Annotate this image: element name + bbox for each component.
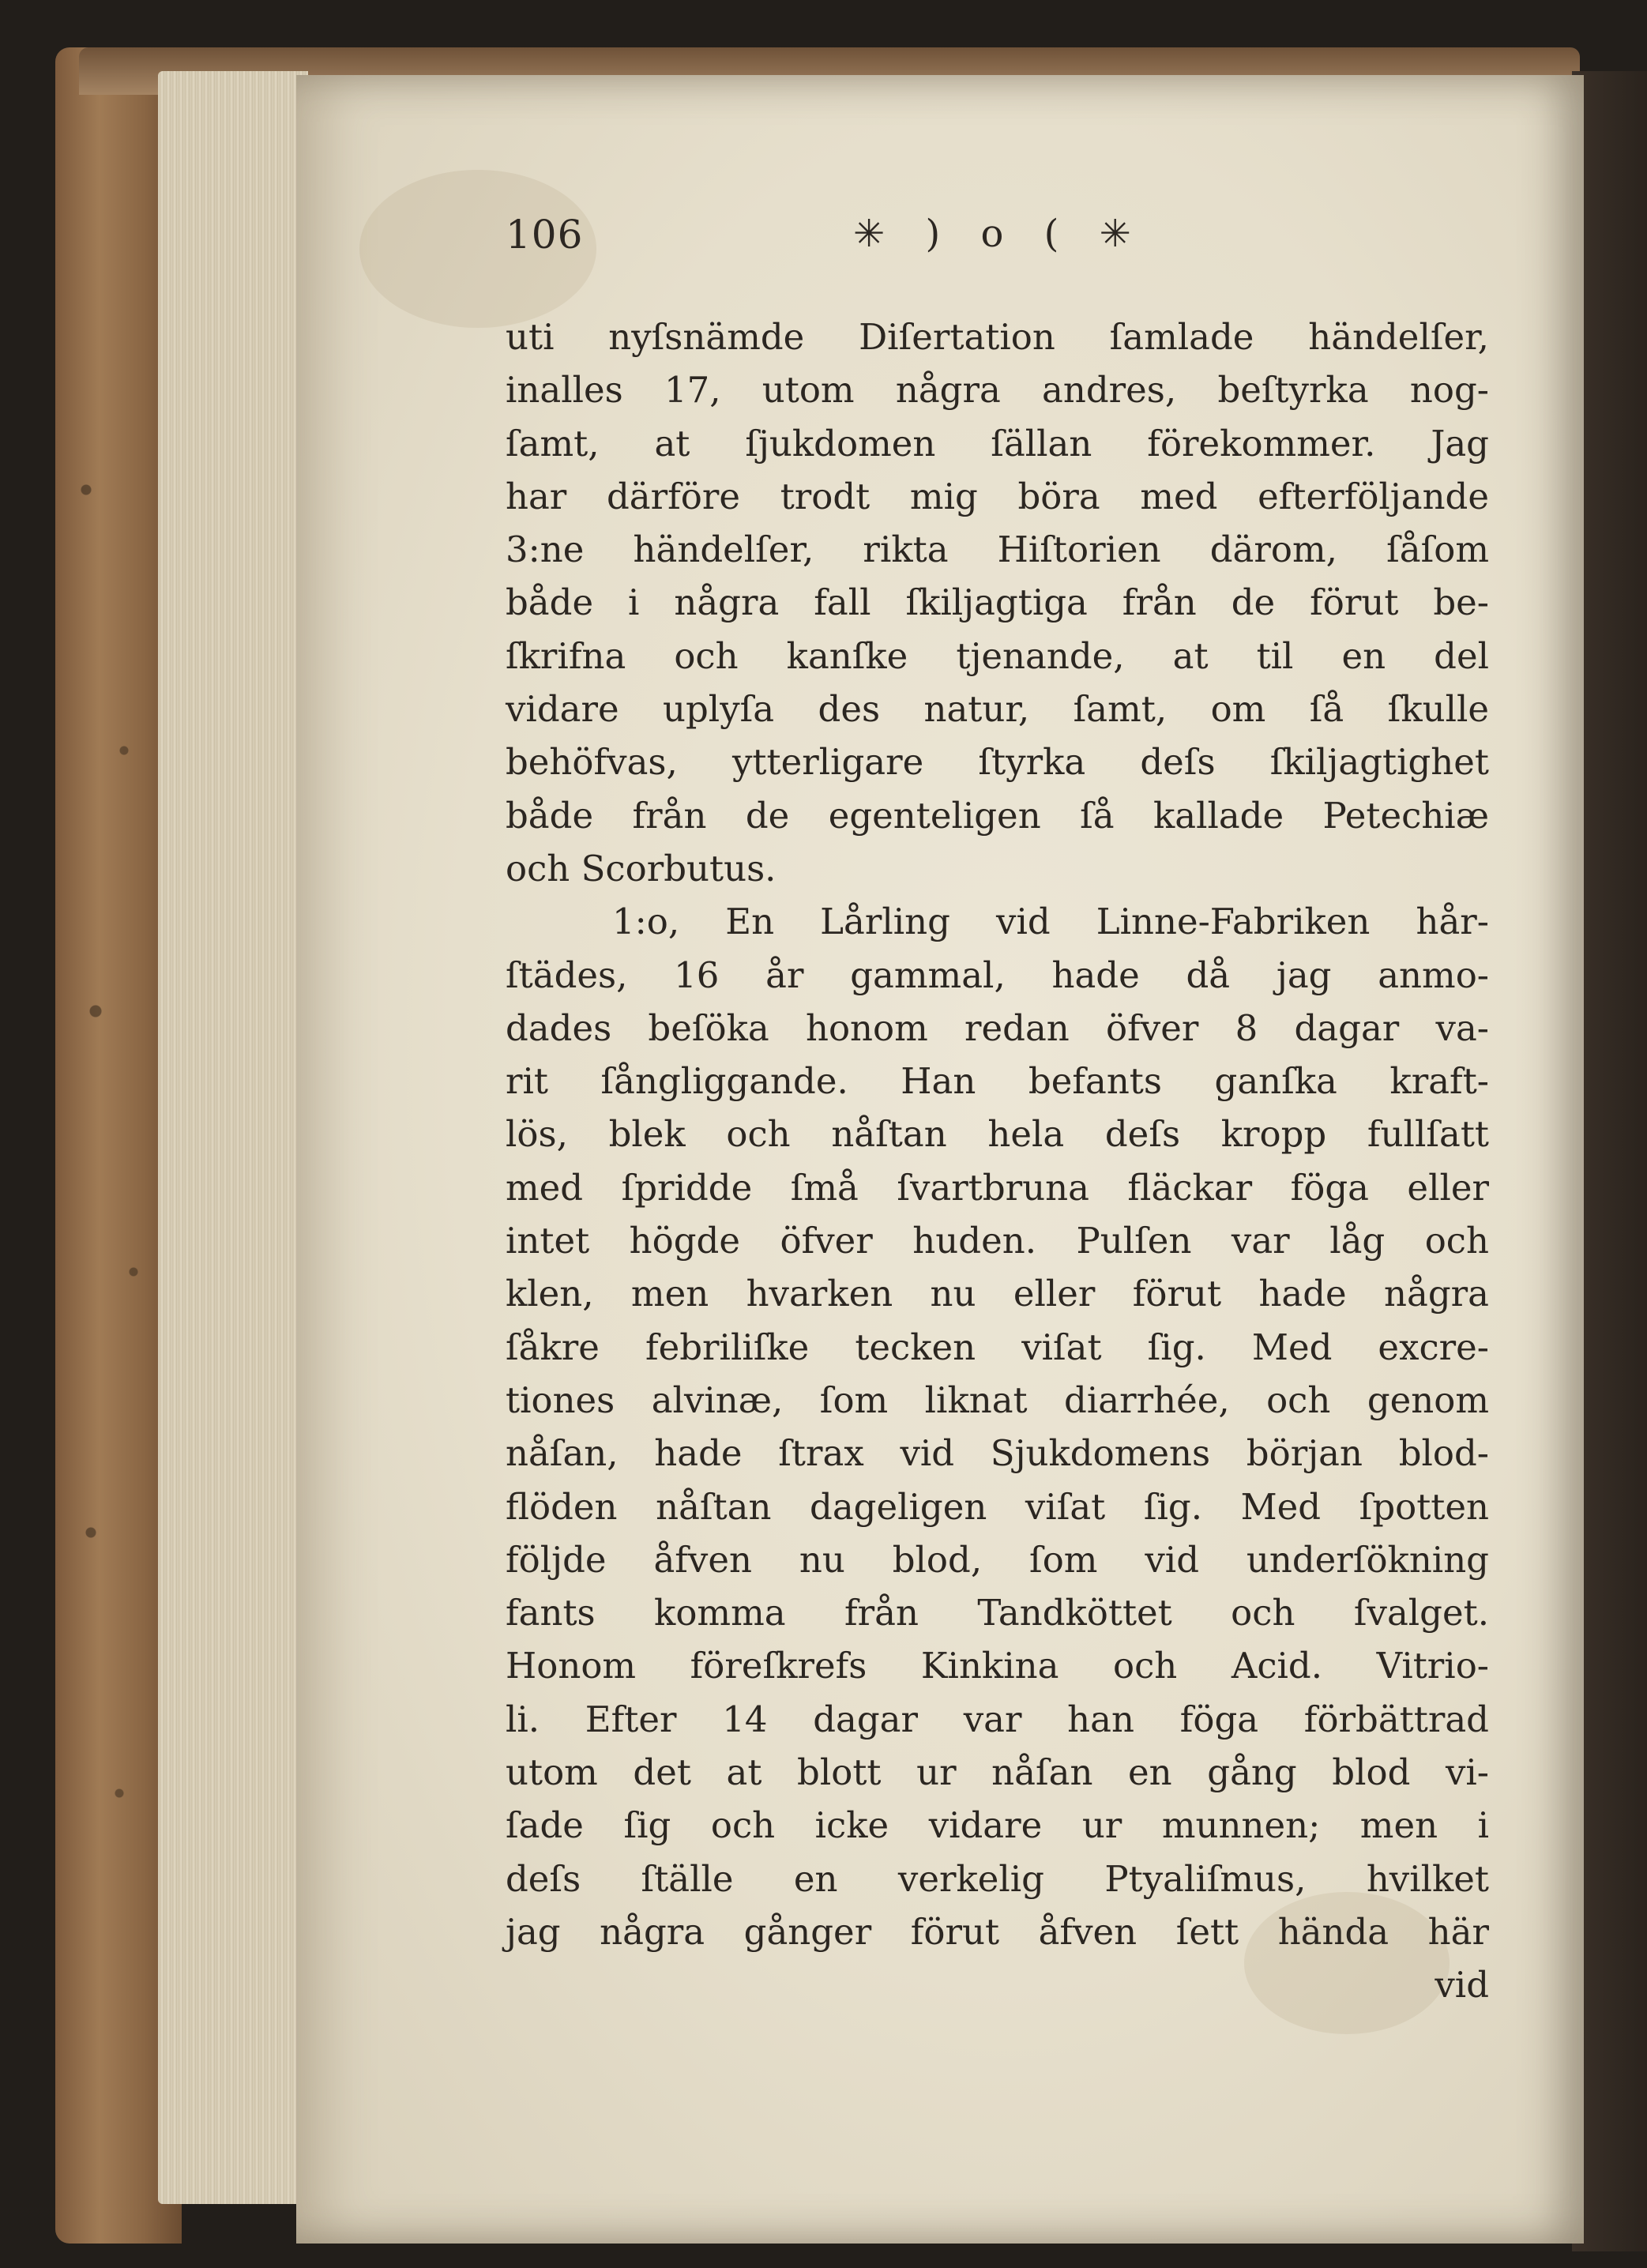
text-line: ſtädes, 16 år gammal, hade då jag anmo-	[506, 953, 1489, 996]
text-line: rit ſångliggande. Han befants ganſka kraft-	[506, 1060, 1489, 1103]
binding-wear-spots	[67, 316, 162, 2054]
text-line: och Scorbutus.	[506, 847, 776, 890]
text-line: behöfvas, ytterligare ſtyrka deſs ſkiljagtighet	[506, 741, 1489, 784]
text-line: inalles 17, utom några andres, beſtyrka nog-	[506, 369, 1489, 412]
text-line: dades beſöka honom redan öfver 8 dagar va-	[506, 1006, 1489, 1049]
text-line: jag några gånger förut åfven ſett hända här	[506, 1910, 1489, 1953]
text-line: 1:o, En Lårling vid Linne-Fabriken hår-	[612, 901, 1489, 943]
text-line: med ſpridde ſmå ſvartbruna fläckar föga eller	[506, 1166, 1489, 1209]
text-line: både i några fall ſkiljagtiga från de förut be-	[506, 581, 1489, 624]
text-line: 3:ne händelſer, rikta Hiſtorien därom, ſåſom	[506, 528, 1489, 571]
text-line: har därföre trodt mig böra med efterföljande	[506, 475, 1489, 517]
page-header	[506, 212, 1501, 259]
text-line: ſade ſig och icke vidare ur munnen; men i	[506, 1804, 1489, 1847]
page-number: 106	[506, 212, 584, 258]
text-line: deſs ſtälle en verkelig Ptyaliſmus, hvilket	[506, 1857, 1489, 1900]
text-line: både från de egenteligen ſå kallade Petechiæ	[506, 794, 1489, 837]
text-line: vidare uplyſa des natur, ſamt, om ſå ſkulle	[506, 688, 1489, 731]
text-line: följde åfven nu blod, ſom vid underſökning	[506, 1538, 1489, 1581]
text-line: lös, blek och nåſtan hela deſs kropp fullſatt	[506, 1113, 1489, 1156]
running-head: ✳ ) o ( ✳	[853, 212, 1145, 256]
text-line: intet högde öfver huden. Pulſen var låg och	[506, 1220, 1489, 1262]
text-line: nåſan, hade ſtrax vid Sjukdomens början blod-	[506, 1432, 1489, 1475]
text-line: uti nyſsnämde Diſertation ſamlade händelſer,	[506, 316, 1489, 358]
text-line: fants komma från Tandköttet och ſvalget.	[506, 1592, 1489, 1634]
text-line: tiones alvinæ, ſom liknat diarrhée, och genom	[506, 1378, 1489, 1421]
text-line: Honom föreſkrefs Kinkina och Acid. Vitrio-	[506, 1645, 1489, 1687]
body-text	[506, 310, 1489, 2012]
text-line: ſamt, at ſjukdomen ſällan förekommer. Jag	[506, 422, 1489, 465]
text-line: klen, men hvarken nu eller förut hade några	[506, 1273, 1489, 1315]
text-line: flöden nåſtan dageligen viſat ſig. Med ſpotten	[506, 1485, 1489, 1528]
text-line: ſåkre febriliſke tecken viſat ſig. Med excre-	[506, 1326, 1489, 1368]
page-edges	[158, 71, 308, 2204]
text-line: utom det at blott ur nåſan en gång blod vi-	[506, 1751, 1489, 1794]
catchword: vid	[1435, 1964, 1489, 2007]
text-line: li. Efter 14 dagar var han föga förbättrad	[506, 1698, 1489, 1740]
text-line: ſkrifna och kanſke tjenande, at til en del	[506, 634, 1489, 677]
